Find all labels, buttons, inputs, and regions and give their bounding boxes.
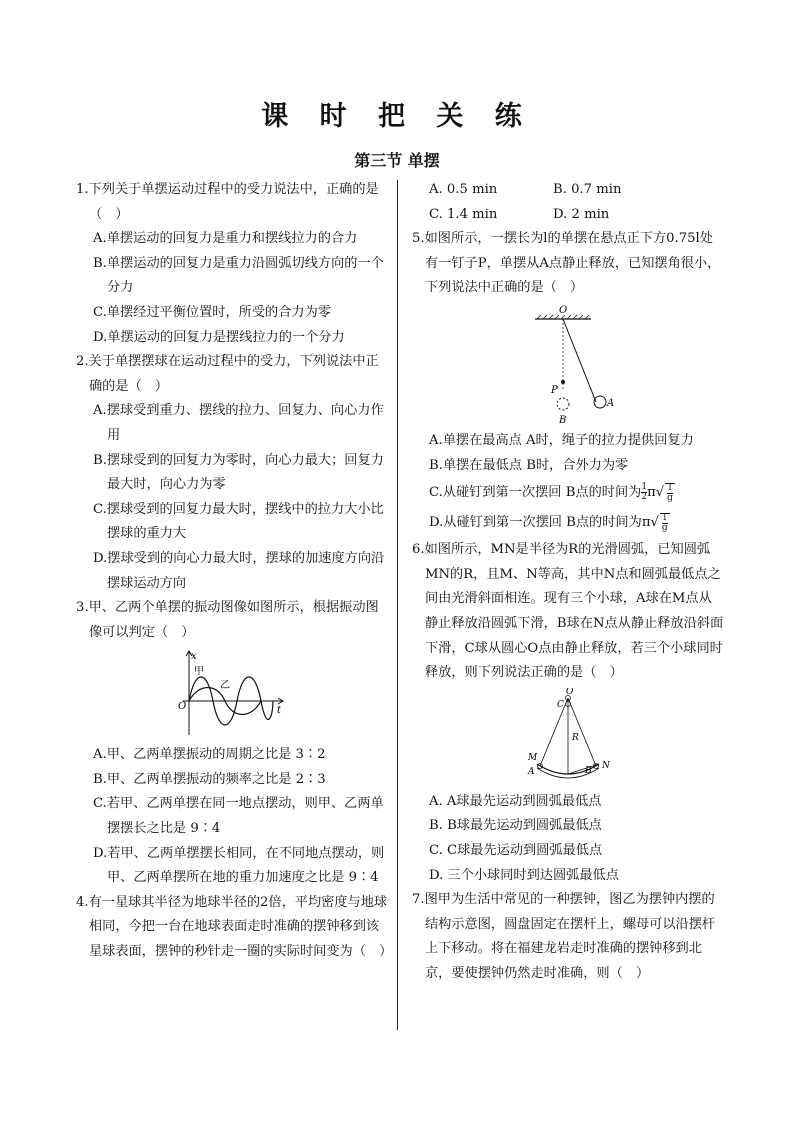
label-c: C [557, 699, 564, 710]
pendulum-string [563, 319, 596, 402]
nail-p [561, 380, 565, 384]
question-1 [76, 178, 388, 350]
option-d [412, 508, 724, 538]
right-column [412, 178, 724, 986]
incline-nb [568, 764, 599, 774]
option-a: A.甲、乙两单摆振动的周期之比是 3∶2 [93, 747, 326, 763]
question-4 [76, 891, 393, 965]
question-stem: 3.甲、乙两个单摆的振动图像如图所示，根据振动图像可以判定（ ） [76, 600, 379, 640]
option-c: C.若甲、乙两单摆在同一地点摆动，则甲、乙两单摆摆长之比是 9∶4 [93, 796, 384, 837]
question-stem: 4.有一星球其半径为地球半径的2倍，平均密度与地球相同，今把一台在地球表面走时准确的摆钟移到该星球表面，摆钟的秒针走一圈的实际时间变为（ ） [76, 894, 393, 960]
label-o: O [559, 304, 568, 316]
option-b: B.甲、乙两单摆振动的频率之比是 2∶3 [93, 771, 326, 787]
question-stem: 2.关于单摆摆球在运动过程中的受力，下列说法中正确的是（ ） [76, 354, 379, 394]
t-label: t [277, 705, 282, 717]
radius-on [568, 698, 596, 766]
sqrt-denominator: g [667, 492, 673, 503]
label-a: A [528, 766, 535, 777]
label-p: P [551, 384, 558, 396]
question-stem: 1.下列关于单摆运动过程中的受力说法中，正确的是（ ） [76, 182, 379, 222]
arc-figure [513, 688, 623, 786]
option-a: A.单摆在最高点 A时，绳子的拉力提供回复力 [429, 432, 694, 448]
jia-label: 甲 [194, 666, 204, 678]
sqrt-numerator: l [663, 512, 667, 523]
question-2 [76, 350, 388, 596]
option-c [412, 478, 724, 508]
ball-b [557, 398, 569, 410]
fraction-denominator: 2 [641, 492, 648, 503]
sqrt-denominator: g [661, 522, 668, 533]
x-label: x [191, 651, 197, 663]
vibration-graph-figure [177, 647, 287, 739]
option-d: D.若甲、乙两单摆摆长相同，在不同地点摆动，则甲、乙两单摆所在地的重力加速度之比是 9∶4 [93, 845, 385, 886]
question-7 [412, 888, 724, 986]
option-b: B.摆球受到的回复力为零时，向心力最大；回复力最大时，向心力为零 [93, 452, 384, 493]
label-b: B [559, 414, 567, 425]
label-n: N [602, 760, 610, 771]
question-stem: 6.如图所示，MN是半径为R的光滑圆弧，已知圆弧MN的R，且M、N等高，其中N点和圆弧最低点之间由光滑斜面相连。现有三个小球，A球在M点从静止释放沿圆弧下滑，B球在N点从静止释放沿斜面下滑，C球从圆心O点由静止释放，若三个小球同时释放，则下列说法正确的是（ ） [412, 542, 724, 681]
yi-label: 乙 [220, 680, 230, 692]
question-stem: 5.如图所示，一摆长为l的单摆在悬点正下方0.75l处有一钉子P，单摆从A点静止释放，已知摆角很小，下列说法中正确的是（ ） [412, 231, 721, 296]
sqrt-symbol: √ [650, 515, 659, 531]
left-column [76, 178, 393, 965]
option-b: B.单摆运动的回复力是重力沿圆弧切线方向的一个分力 [93, 255, 384, 296]
section-subtitle: 第三节 单摆 [354, 151, 440, 170]
column-divider [397, 180, 398, 1030]
option-d-text: D.从碰钉到第一次摆回 B点的时间为 [429, 515, 642, 531]
option-a: A.摆球受到重力、摆线的拉力、回复力、向心力作用 [93, 403, 384, 443]
option-b: B. 0.7 min [553, 182, 622, 197]
option-c: C. 1.4 min [429, 206, 498, 222]
option-c-text: C.从碰钉到第一次摆回 B点的时间为 [429, 485, 642, 501]
sqrt-body [665, 483, 675, 503]
label-r: R [572, 732, 579, 743]
q4-options-row-2 [412, 203, 724, 228]
option-b: B. B球最先运动到圆弧最低点 [429, 818, 602, 834]
question-3 [76, 596, 388, 891]
page-title: 课 时 把 关 练 [261, 101, 533, 132]
sqrt-body [660, 513, 670, 533]
question-6 [412, 538, 724, 888]
question-5 [412, 227, 724, 538]
pi-symbol: π [647, 485, 656, 501]
option-a: A. 0.5 min [429, 182, 498, 197]
option-d: D. 2 min [553, 206, 610, 222]
origin-label: O [178, 701, 187, 713]
option-a: A. A球最先运动到圆弧最低点 [429, 793, 602, 809]
sqrt-fraction [662, 514, 668, 533]
option-a: A.单摆运动的回复力是重力和摆线拉力的合力 [93, 231, 358, 247]
question-stem: 7.图甲为生活中常见的一种摆钟，图乙为摆钟内摆的结构示意图，圆盘固定在摆杆上，螺母可以沿摆杆上下移动。将在福建龙岩走时准确的摆钟移到北京，要使摆钟仍然走时准确，则（ ） [412, 892, 716, 981]
option-c: C. C球最先运动到圆弧最低点 [429, 842, 603, 858]
sqrt-symbol: √ [655, 485, 665, 501]
q4-options-row-1 [412, 178, 724, 203]
fraction-numerator: 1 [641, 482, 648, 493]
sqrt-numerator: l [668, 482, 672, 493]
option-d: D.摆球受到的向心力最大时，摆球的加速度方向沿摆球运动方向 [93, 550, 385, 591]
label-a: A [607, 397, 615, 409]
pendulum-figure [513, 303, 623, 425]
label-b: B [585, 765, 592, 776]
pi-symbol: π [641, 515, 651, 531]
option-d: D. 三个小球同时到达圆弧最低点 [429, 867, 619, 883]
label-o: O [566, 687, 574, 697]
option-b: B.单摆在最低点 B时，合外力为零 [429, 457, 629, 473]
label-m: M [528, 752, 538, 763]
sqrt-fraction [667, 484, 673, 503]
option-d: D.单摆运动的回复力是摆线拉力的一个分力 [93, 329, 345, 345]
option-c: C.单摆经过平衡位置时，所受的合力为零 [93, 304, 331, 320]
option-c: C.摆球受到的回复力最大时，摆线中的拉力大小比摆球的重力大 [93, 501, 384, 542]
